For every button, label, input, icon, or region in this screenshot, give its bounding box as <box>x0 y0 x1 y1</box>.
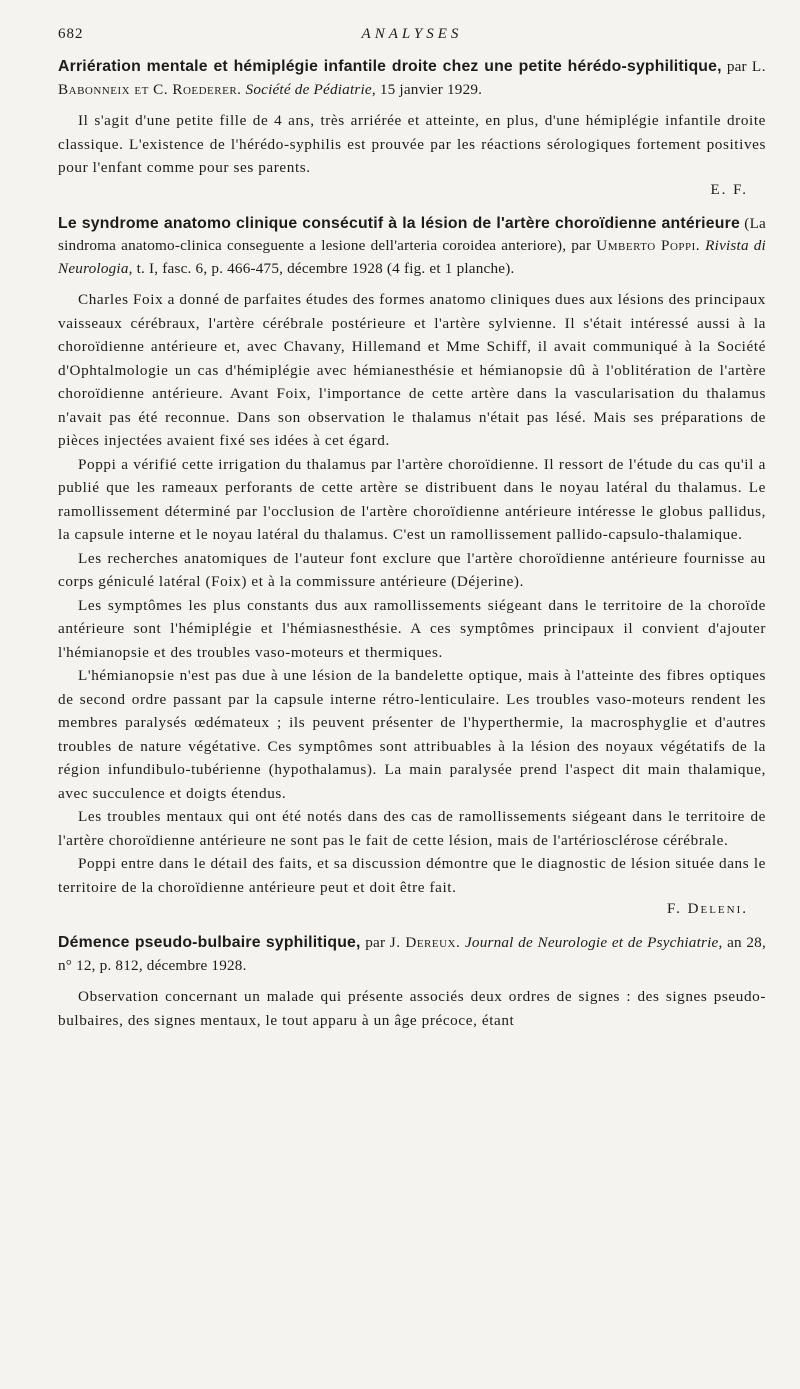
abstract-2-heading <box>58 213 766 281</box>
spacer <box>58 101 766 109</box>
abstract-3-details: an 28, n° 12, p. 812, décembre 1928. <box>58 934 766 974</box>
abstract-1-paragraph: Il s'agit d'une petite fille de 4 ans, très arriérée et atteinte, en plus, d'une hémiplégie infantile droite classique. L'existence de l'hérédo-syphilis est prouvée par les réactions sérologiques fortement positives pour l'enfant comme pour ses parents. <box>58 112 766 176</box>
abstract-1-authors: L. Babonneix et C. Roederer. <box>58 58 766 98</box>
spacer <box>58 977 766 985</box>
abstract-1-by: par <box>721 58 752 75</box>
abstract-2-details: t. I, fasc. 6, p. 466-475, décembre 1928 (4 fig. et 1 planche). <box>132 259 515 277</box>
abstract-3-paragraph: Observation concernant un malade qui présente associés deux ordres de signes : des signes pseudo-bulbaires, des signes mentaux, le tout apparu à un âge précoce, étant <box>58 988 766 1029</box>
abstract-2-paragraph-2: Poppi a vérifié cette irrigation du thalamus par l'artère choroïdienne. Il ressort de l'étude du cas qu'il a publié que les rameaux perforants de cette artère se distribuent dans le noyau latéral du thalamus. Le ramollissement déterminé par l'occlusion de l'artère choroïdienne antérieure intéresse le globus pallidus, la capsule interne et le noyau latéral du thalamus. C'est un ramollissement pallido-capsulo-thalamique. <box>58 455 766 543</box>
abstract-2-authors: Umberto Poppi. <box>596 237 701 254</box>
abstract-2 <box>58 213 766 919</box>
abstract-2-title: Le syndrome anatomo clinique consécutif à la lésion de l'artère choroïdienne antérieure <box>58 214 740 232</box>
abstract-3-authors: J. Dereux. <box>389 934 461 951</box>
spacer <box>58 280 766 288</box>
abstract-2-paragraph-7: Poppi entre dans le détail des faits, et sa discussion démontre que le diagnostic de lésion située dans le territoire de la choroïdienne antérieure peut et doit être fait. <box>58 855 766 896</box>
abstract-3-by: par <box>360 934 390 951</box>
abstract-2-paragraph-5: L'hémianopsie n'est pas due à une lésion de la bandelette optique, mais à l'atteinte des fibres optiques de second ordre passant par la capsule interne rétro-lenticulaire. Les troubles vaso-moteurs rendent les membres paralysés œdémateux ; ils peuvent présenter de l'hyperthermie, la macrosphyglie et d'autres troubles de nature végétative. Ces symptômes sont attribuables à la lésion des noyaux végétatifs de la région infundibulo-tubérienne (hypothalamus). La main paralysée prend l'aspect dit main thalamique, avec succulence et doigts étendus. <box>58 667 766 802</box>
abstract-3-journal: Journal de Neurologie et de Psychiatrie, <box>464 934 723 951</box>
running-head: ANALYSES <box>361 26 463 42</box>
abstract-2-paragraph-6: Les troubles mentaux qui ont été notés dans des cas de ramollissements siégeant dans le territoire de l'artère choroïdienne antérieure ne sont pas le fait de cette lésion, mais de l'artériosclérose cérébrale. <box>58 808 766 849</box>
abstract-1-journal: Société de Pédiatrie, <box>245 80 376 98</box>
abstract-2-by: (La sindroma anatomo-clinica conseguente a lesione dell'arteria coroidea anteriore), par <box>58 214 766 254</box>
page-number: 682 <box>58 26 84 42</box>
abstract-3-heading <box>58 932 766 977</box>
page-header <box>58 26 766 56</box>
abstract-2-signature: F. Deleni. <box>667 901 748 917</box>
abstract-1-heading <box>58 56 766 101</box>
abstract-3-title: Démence pseudo-bulbaire syphilitique, <box>58 934 361 951</box>
abstract-1-title: Arriération mentale et hémiplégie infantile droite chez une petite hérédo-syphilitique, <box>58 58 722 75</box>
abstract-2-journal: Rivista di Neurologia, <box>58 237 766 277</box>
abstract-2-paragraph-1: Charles Foix a donné de parfaites études des formes anatomo cliniques dues aux lésions des principaux vaisseaux cérébraux, l'artère cérébrale postérieure et l'artère sylvienne. Il s'était intéressé aussi à la choroïdienne antérieure et, avec Chavany, Hillemand et Mme Schiff, il avait communiqué à la Société d'Ophtalmologie un cas d'hémiplégie avec hémianesthésie et hémianopsie dû à l'oblitération de l'artère choroïdienne antérieure. Avant Foix, l'importance de cette artère dans la vascularisation du thalamus n'avait pas été reconnue. Dans son observation le thalamus n'était pas lésé. Mais ses préparations de pièces injectées avaient fixé ses idées à cet égard. <box>58 291 766 449</box>
abstract-2-paragraph-3: Les recherches anatomiques de l'auteur font exclure que l'artère choroïdienne antérieure fournisse au corps géniculé latéral (Foix) et à la commissure antérieure (Déjerine). <box>58 549 766 590</box>
abstract-1-signature: E. F. <box>710 181 748 198</box>
abstract-1 <box>58 56 766 199</box>
abstract-1-details: 15 janvier 1929. <box>375 80 483 98</box>
page <box>58 26 766 1040</box>
abstract-3 <box>58 932 766 1032</box>
abstract-2-paragraph-4: Les symptômes les plus constants dus aux ramollissements siégeant dans le territoire de la choroïde antérieure sont l'hémiplégie et l'hémiasnesthésie. A ces symptômes principaux il convient d'ajouter l'hémianopsie et des troubles vaso-moteurs et thermiques. <box>58 596 766 661</box>
